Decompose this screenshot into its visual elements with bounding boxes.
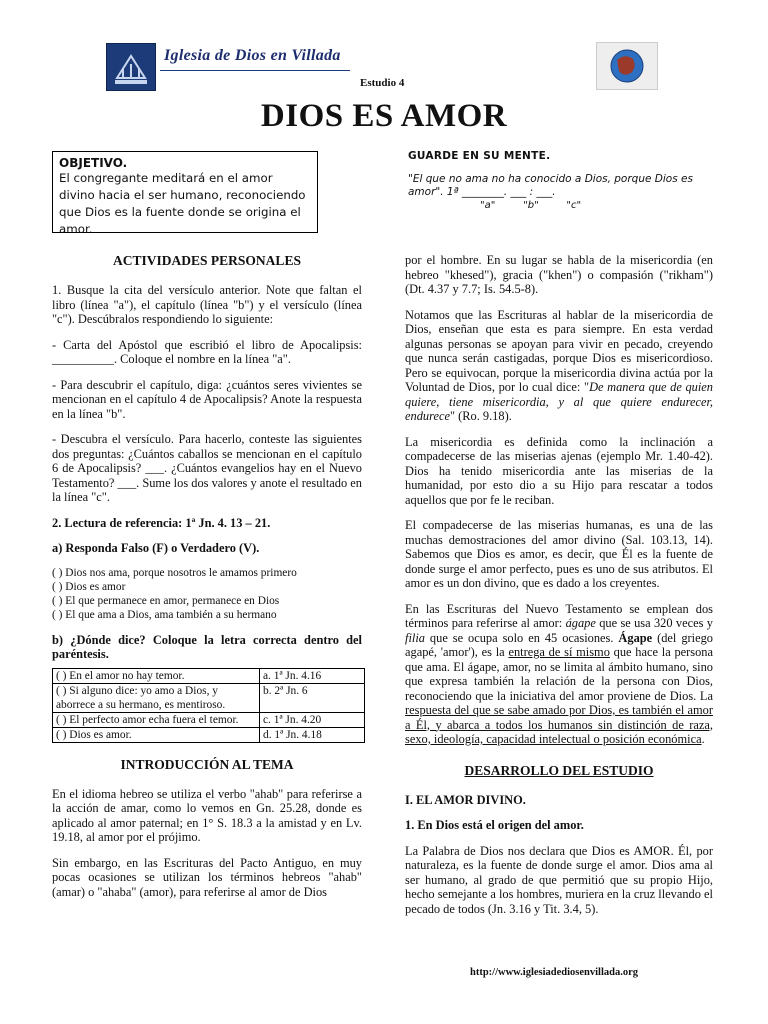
table-row	[53, 727, 365, 742]
right-p3: La misericordia es definida como la inclinación a compadecerse de las miserias ajenas (ejemplo Mr. 1.40-42). Dios ha tenido misericordia ante las miserias de la humanidad, por esto dio a su Hijo para rescatar a todos aquellos que por fe le reciban.	[405, 434, 713, 507]
tf-item[interactable]: ( ) El que ama a Dios, ama también a su hermano	[52, 608, 277, 621]
memory-heading: GUARDE EN SU MENTE.	[408, 150, 551, 162]
q2a-heading: a) Responda Falso (F) o Verdadero (V).	[52, 541, 260, 555]
intro-p2: Sin embargo, en las Escrituras del Pacto Antiguo, en muy pocas ocasiones se utilizan los términos hebreos "ahab" (amar) o "ahaba" (amor), para referirse al amor de Dios	[52, 855, 362, 899]
right-column	[405, 253, 713, 916]
header-divider	[160, 70, 350, 71]
q1-c: - Descubra el versículo. Para hacerlo, conteste las siguientes dos preguntas: ¿Cuántos caballos se mencionan en el capítulo 6 de Apocalipsis? ___. ¿Cuántos evangelios hay en el Nuevo Testamento? ___. Sume los dos valores y anote el resultado en la línea "c".	[52, 432, 362, 504]
match-statement[interactable]: ( ) Si alguno dice: yo amo a Dios, y aborrece a su hermano, es mentiroso.	[53, 683, 260, 712]
globe-icon	[596, 42, 658, 90]
objective-heading: OBJETIVO.	[59, 156, 128, 170]
left-column	[52, 253, 362, 899]
table-row	[53, 712, 365, 727]
table-row	[53, 668, 365, 683]
intro-p1: En el idioma hebreo se utiliza el verbo "ahab" para referirse a la acción de amar, como lo vemos en Gn. 25.28, donde es aplicado al amor paternal; en 1° S. 18.3 a la amistad y en Lv. 19.18, al amor por el prójimo.	[52, 786, 362, 844]
match-ref: a. 1ª Jn. 4.16	[260, 668, 365, 683]
match-statement[interactable]: ( ) Dios es amor.	[53, 727, 260, 742]
match-statement[interactable]: ( ) En el amor no hay temor.	[53, 668, 260, 683]
activities-heading: ACTIVIDADES PERSONALES	[113, 253, 301, 268]
tf-list	[52, 566, 362, 622]
tf-item[interactable]: ( ) El que permanece en amor, permanece en Dios	[52, 594, 280, 607]
right-p2: Notamos que las Escrituras al hablar de la misericordia de Dios, enseñan que esta es para siempre. En esta verdad algunas personas se apoyan para vivir en pecado, creyendo que nunca serán castigadas, porque Dios es misericordioso. Pero se equivocan, porque la misericordia divina actúa por la Voluntad de Dios, por lo cual dice: "De manera que de quien quiere, tiene misericordia, y al que quiere endurecer, endurece" (Ro. 9.18).	[405, 307, 713, 423]
objective-text: El congregante meditará en el amor divino hacia el ser humano, reconociendo que Dios es la fuente donde se origina el amor.	[59, 171, 306, 236]
match-table	[52, 668, 365, 743]
match-ref: c. 1ª Jn. 4.20	[260, 712, 365, 727]
match-ref: b. 2ª Jn. 6	[260, 683, 365, 712]
footer-url[interactable]: http://www.iglesiadediosenvillada.org	[470, 967, 639, 978]
label-c: "c"	[566, 200, 582, 211]
tf-item[interactable]: ( ) Dios es amor	[52, 580, 126, 593]
study-number: Estudio 4	[360, 77, 405, 89]
q1-b: - Para descubrir el capítulo, diga: ¿cuántos seres vivientes se mencionan en el capítulo 4 de Apocalipsis? Anote la respuesta en la línea "b".	[52, 377, 362, 421]
church-name: Iglesia de Dios en Villada	[164, 47, 341, 64]
label-a: "a"	[480, 200, 496, 211]
right-p4: El compadecerse de las miserias humanas, es una de las muchas demostraciones del amor divino (Sal. 103.13, 14). Sabemos que Dios es amor, es decir, que Él es la fuente de donde surge el amor perfecto, pues es uno de sus atributos. El amor es un don divino, que es dado a los creyentes.	[405, 518, 713, 590]
objective-box	[52, 151, 318, 236]
development-paragraph: La Palabra de Dios nos declara que Dios es AMOR. Él, por naturaleza, es la fuente de donde surge el amor. Dios ama al ser humano, al grado de que permitió que su propio Hijo, hecho semejante a los hombres, muriera en la cruz llevando el pecado de todos (Jn. 3.16 y Tit. 3.4, 5).	[405, 843, 713, 916]
q1-a: - Carta del Apóstol que escribió el libro de Apocalipsis: __________. Coloque el nombre en la línea "a".	[52, 337, 362, 366]
page-title: DIOS ES AMOR	[260, 98, 508, 134]
memory-labels	[480, 200, 606, 211]
label-b: "b"	[523, 200, 539, 211]
q1-intro: 1. Busque la cita del versículo anterior. Note que faltan el libro (línea "a"), el capítulo (línea "b") y el versículo (línea "c"). Descúbralos respondiendo lo siguiente:	[52, 283, 362, 326]
table-row	[53, 683, 365, 712]
right-p5: En las Escrituras del Nuevo Testamento se emplean dos términos para referirse al amor: ágape que se usa 320 veces y filia que se ocupa solo en 45 ocasiones. Ágape (del griego agapé, 'amor'), es la entrega de sí mismo que hace la persona que ama. El ágape, amor, no se limita al ámbito humano, sino que expresa también la relación de la persona con Dios, reconociendo que la iniciativa del amor proviene de Dios. La respuesta del que se sabe amado por Dios, es también el amor a Él, y abarca a todos los humanos sin distinción de raza, sexo, ideología, capacidad intelectual o posición económica.	[405, 601, 713, 746]
q2b-heading: b) ¿Dónde dice? Coloque la letra correcta dentro del paréntesis.	[52, 632, 362, 661]
q2-heading: 2. Lectura de referencia: 1ª Jn. 4. 13 – 21.	[52, 515, 271, 530]
match-ref: d. 1ª Jn. 4.18	[260, 727, 365, 742]
intro-heading: INTRODUCCIÓN AL TEMA	[120, 756, 294, 772]
church-logo-icon	[106, 43, 156, 91]
match-statement[interactable]: ( ) El perfecto amor echa fuera el temor.	[53, 712, 260, 727]
section-heading: I. EL AMOR DIVINO.	[405, 792, 526, 807]
right-p1: por el hombre. En su lugar se habla de la misericordia (en hebreo "khesed"), gracia ("khen") o compasión ("rikham") (Dt. 4.37 y 7.7; Is. 54.5-8).	[405, 253, 713, 296]
tf-item[interactable]: ( ) Dios nos ama, porque nosotros le amamos primero	[52, 566, 297, 579]
memory-verse: "El que no ama no ha conocido a Dios, porque Dios es amor". 1ª ________. ___ : ___.	[408, 173, 693, 198]
subsection-heading: 1. En Dios está el origen del amor.	[405, 818, 584, 832]
development-heading: DESARROLLO DEL ESTUDIO	[464, 762, 654, 778]
